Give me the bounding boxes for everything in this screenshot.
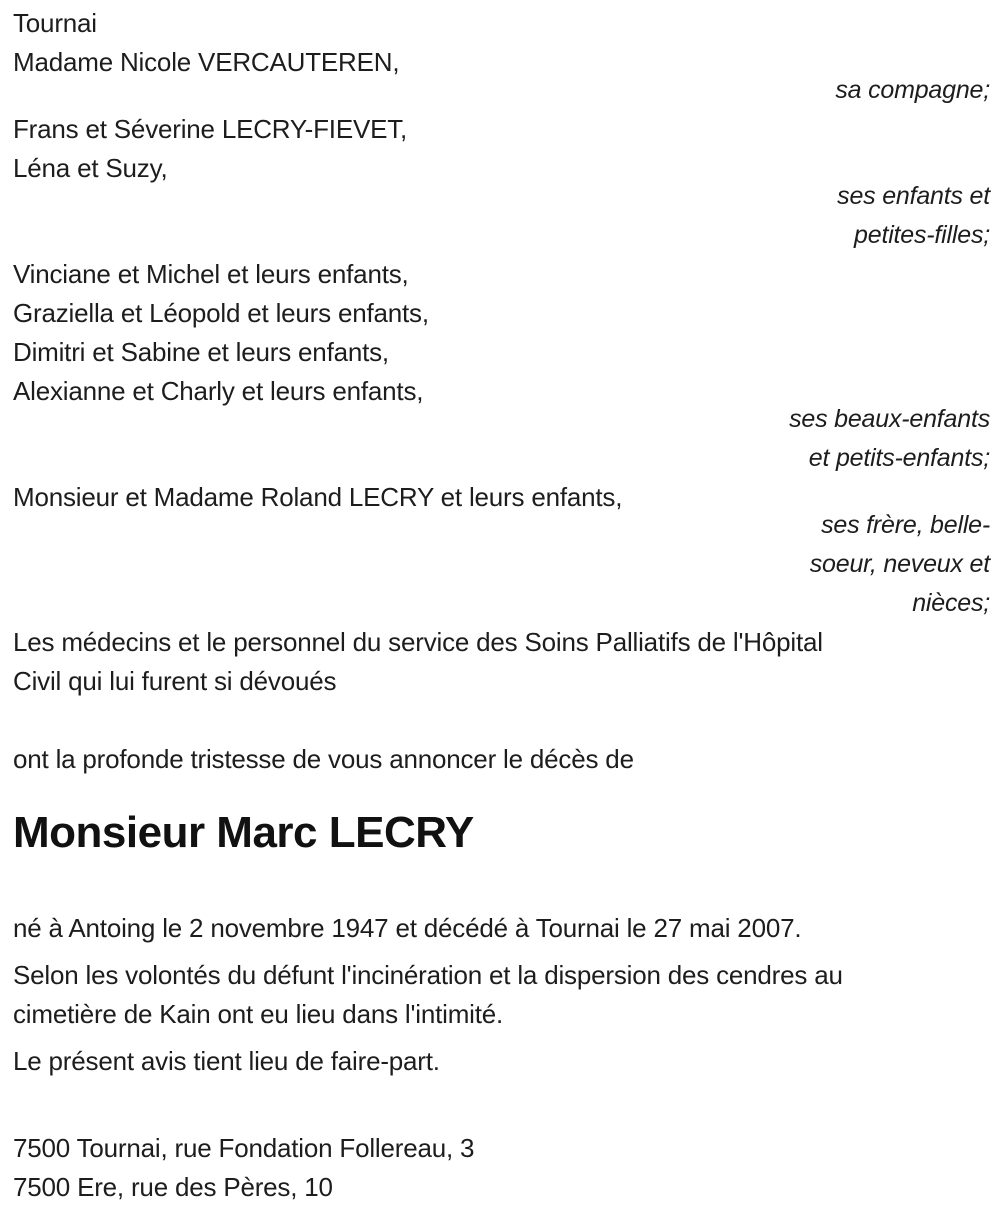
- mourner-name: Léna et Suzy,: [13, 153, 168, 183]
- wishes-text: Selon les volontés du défunt l'incinération et la dispersion des cendres au: [13, 960, 843, 990]
- mourner-name: Civil qui lui furent si dévoués: [13, 666, 337, 696]
- blank-line: [13, 701, 990, 740]
- mourner-name: Madame Nicole VERCAUTEREN,: [13, 47, 400, 77]
- relation-label: ses enfants et: [837, 182, 990, 210]
- intro-text: ont la profonde tristesse de vous annoncer le décès de: [13, 744, 634, 774]
- relation-block: [13, 177, 990, 255]
- relation-label: nièces;: [912, 589, 990, 617]
- mourner-name: Vinciane et Michel et leurs enfants,: [13, 259, 409, 289]
- mourner-group: [13, 110, 990, 255]
- relation-label: petites-filles;: [854, 221, 990, 249]
- relation-label: ses beaux-enfants: [789, 405, 990, 433]
- mourner-group: [13, 478, 990, 623]
- deceased-name-title: Monsieur Marc LECRY: [13, 808, 474, 857]
- relation-label: soeur, neveux et: [809, 550, 990, 578]
- notice-text: Le présent avis tient lieu de faire-part.: [13, 1046, 440, 1076]
- relation-label: et petits-enfants;: [808, 444, 990, 472]
- mourner-name: Monsieur et Madame Roland LECRY et leurs enfants,: [13, 482, 623, 512]
- mourner-name: Frans et Séverine LECRY-FIEVET,: [13, 114, 408, 144]
- mourner-name: Les médecins et le personnel du service des Soins Palliatifs de l'Hôpital: [13, 627, 823, 657]
- address-line: 7500 Tournai, rue Fondation Follereau, 3: [13, 1133, 475, 1163]
- wishes-text: cimetière de Kain ont eu lieu dans l'intimité.: [13, 999, 504, 1029]
- relation-label: sa compagne;: [835, 76, 990, 104]
- mourner-name: Graziella et Léopold et leurs enfants,: [13, 298, 429, 328]
- mourner-group: [13, 43, 990, 110]
- mourner-name: Dimitri et Sabine et leurs enfants,: [13, 337, 389, 367]
- relation-label: ses frère, belle-: [821, 511, 990, 539]
- mourner-name: Alexianne et Charly et leurs enfants,: [13, 376, 424, 406]
- address-line: 7500 Ere, rue des Pères, 10: [13, 1172, 333, 1202]
- mourner-group: [13, 623, 990, 701]
- relation-block: [13, 400, 990, 478]
- relation-block: [13, 506, 990, 623]
- life-dates-text: né à Antoing le 2 novembre 1947 et décédé à Tournai le 27 mai 2007.: [13, 913, 802, 943]
- blank-line: [13, 1081, 990, 1129]
- announcement-place: Tournai: [13, 8, 97, 38]
- mourner-group: [13, 255, 990, 478]
